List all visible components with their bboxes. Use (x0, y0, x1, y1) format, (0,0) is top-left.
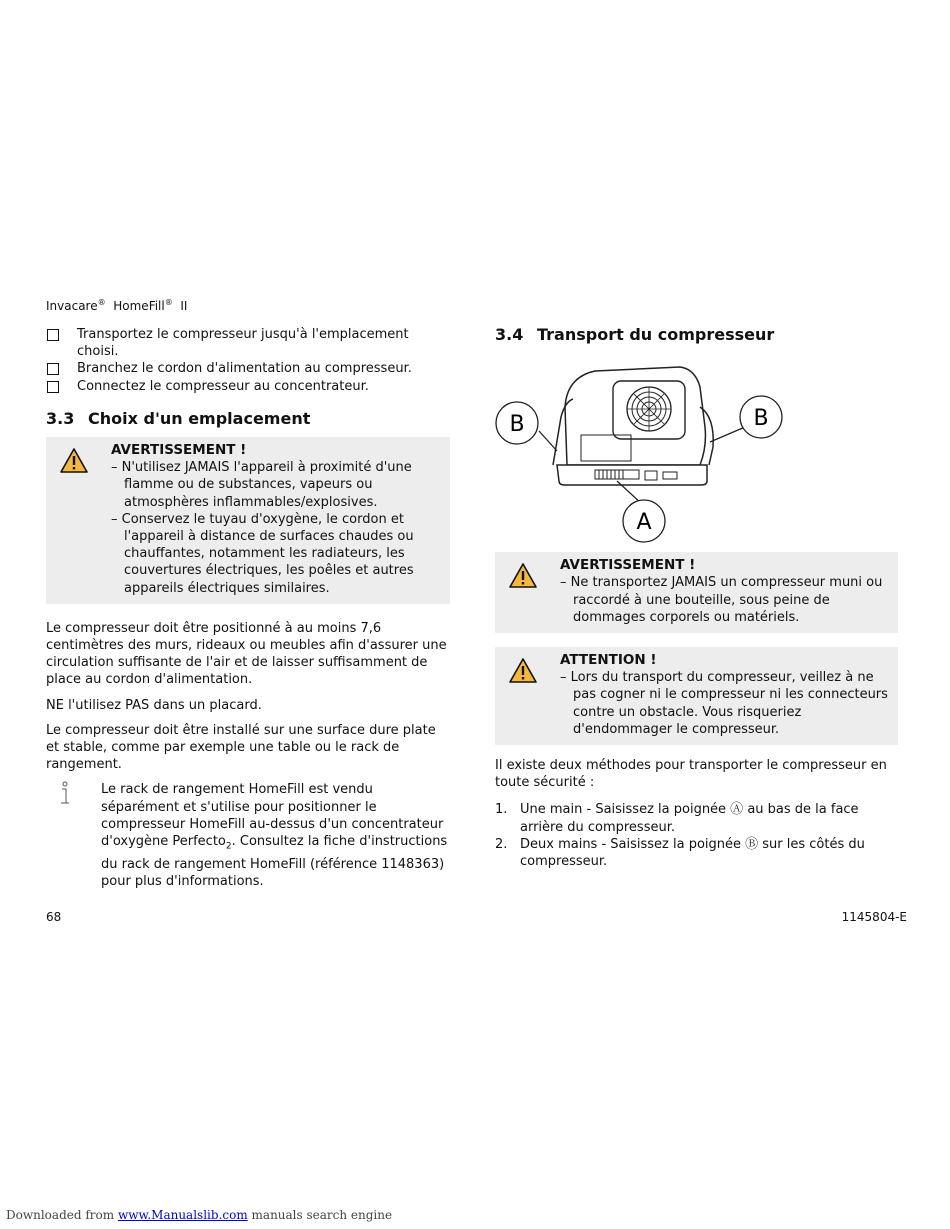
checklist-item: Connectez le compresseur au concentrateur. (46, 378, 450, 395)
warning-box (46, 437, 450, 604)
paragraph: Le compresseur doit être positionné à au moins 7,6 centimètres des murs, rideaux ou meubles afin d'assurer une circulation suffisante de l'air et de laisser suffisamment de place au cordon d'alimentation. (46, 620, 447, 688)
caution-item: – Lors du transport du compresseur, veillez à ne pas cogner ni le compresseur ni les connecteurs contre un obstacle. Vous risqueriez d'endommager le compresseur. (560, 670, 888, 737)
list-item: 2. Deux mains - Saisissez la poignée Ⓑ sur les côtés du compresseur. (495, 836, 865, 870)
list-item: 1. Une main - Saisissez la poignée Ⓐ au bas de la face arrière du compresseur. (495, 802, 859, 835)
checkbox-icon (47, 381, 59, 393)
section-heading (46, 410, 450, 427)
warning-item: – Conservez le tuyau d'oxygène, le cordon et l'appareil à distance de surfaces chaudes ou chauffantes, notamment les radiateurs, les couvertures électriques, les poêles et autres appareils électriques similaires. (111, 511, 414, 596)
checklist-item: Branchez le cordon d'alimentation au compresseur. (46, 360, 450, 377)
callout-label: A (636, 510, 652, 536)
document-number: 1145804-E (841, 910, 907, 924)
reg-mark: ® (164, 298, 173, 307)
compressor-figure (495, 347, 915, 536)
info-note (46, 781, 450, 890)
section-number: 3.4 (495, 325, 524, 344)
right-column (495, 326, 898, 870)
callout-label: B (753, 406, 769, 432)
paragraph: NE l'utilisez PAS dans un placard. (46, 697, 262, 713)
warning-item: – N'utilisez JAMAIS l'appareil à proximité d'une flamme ou de substances, vapeurs ou atmosphères inflammables/explosives. (111, 460, 412, 510)
download-footer: Downloaded from www.Manualslib.com manuals search engine (6, 1208, 393, 1222)
section-title: Transport du compresseur (537, 325, 775, 344)
reg-mark: ® (97, 298, 106, 307)
warning-triangle-icon (508, 562, 538, 589)
paragraph: Il existe deux méthodes pour transporter le compresseur en toute sécurité : (495, 758, 887, 791)
left-column (46, 326, 450, 890)
warning-triangle-icon (508, 657, 538, 684)
caution-box (495, 647, 898, 745)
brand-name: Invacare (46, 299, 98, 313)
section-heading (495, 326, 898, 343)
warning-title: AVERTISSEMENT ! (560, 557, 696, 574)
section-title: Choix d'un emplacement (88, 408, 311, 428)
running-header (46, 298, 187, 313)
warning-title: AVERTISSEMENT ! (111, 442, 247, 459)
page-number: 68 (46, 910, 62, 924)
warning-triangle-icon (59, 447, 89, 474)
caution-title: ATTENTION ! (560, 652, 657, 669)
product-version: II (180, 299, 188, 313)
manualslib-link[interactable]: www.Manualslib.com (117, 1208, 248, 1222)
note-text: Le rack de rangement HomeFill est vendu séparément et s'utilise pour positionner le compresseur HomeFill au-dessus d'un concentrateur d'oxygène Perfecto$_2$. Consultez la fiche d'instructions du rack de rangement HomeFill (référence 1148363) pour plus d'informations. (101, 782, 448, 890)
checkbox-icon (47, 363, 59, 375)
callout-label: B (509, 412, 525, 438)
paragraph: Le compresseur doit être installé sur une surface dure plate et stable, comme par exemple une table ou le rack de rangement. (46, 722, 436, 773)
warning-box (495, 552, 898, 633)
section-number: 3.3 (46, 408, 75, 428)
product-name: HomeFill (113, 299, 165, 313)
checklist-item: Transportez le compresseur jusqu'à l'emplacement choisi. (46, 326, 450, 360)
checkbox-icon (47, 329, 59, 341)
info-icon (46, 781, 101, 890)
warning-item: – Ne transportez JAMAIS un compresseur muni ou raccordé à une bouteille, sous peine de dommages corporels ou matériels. (560, 575, 883, 625)
